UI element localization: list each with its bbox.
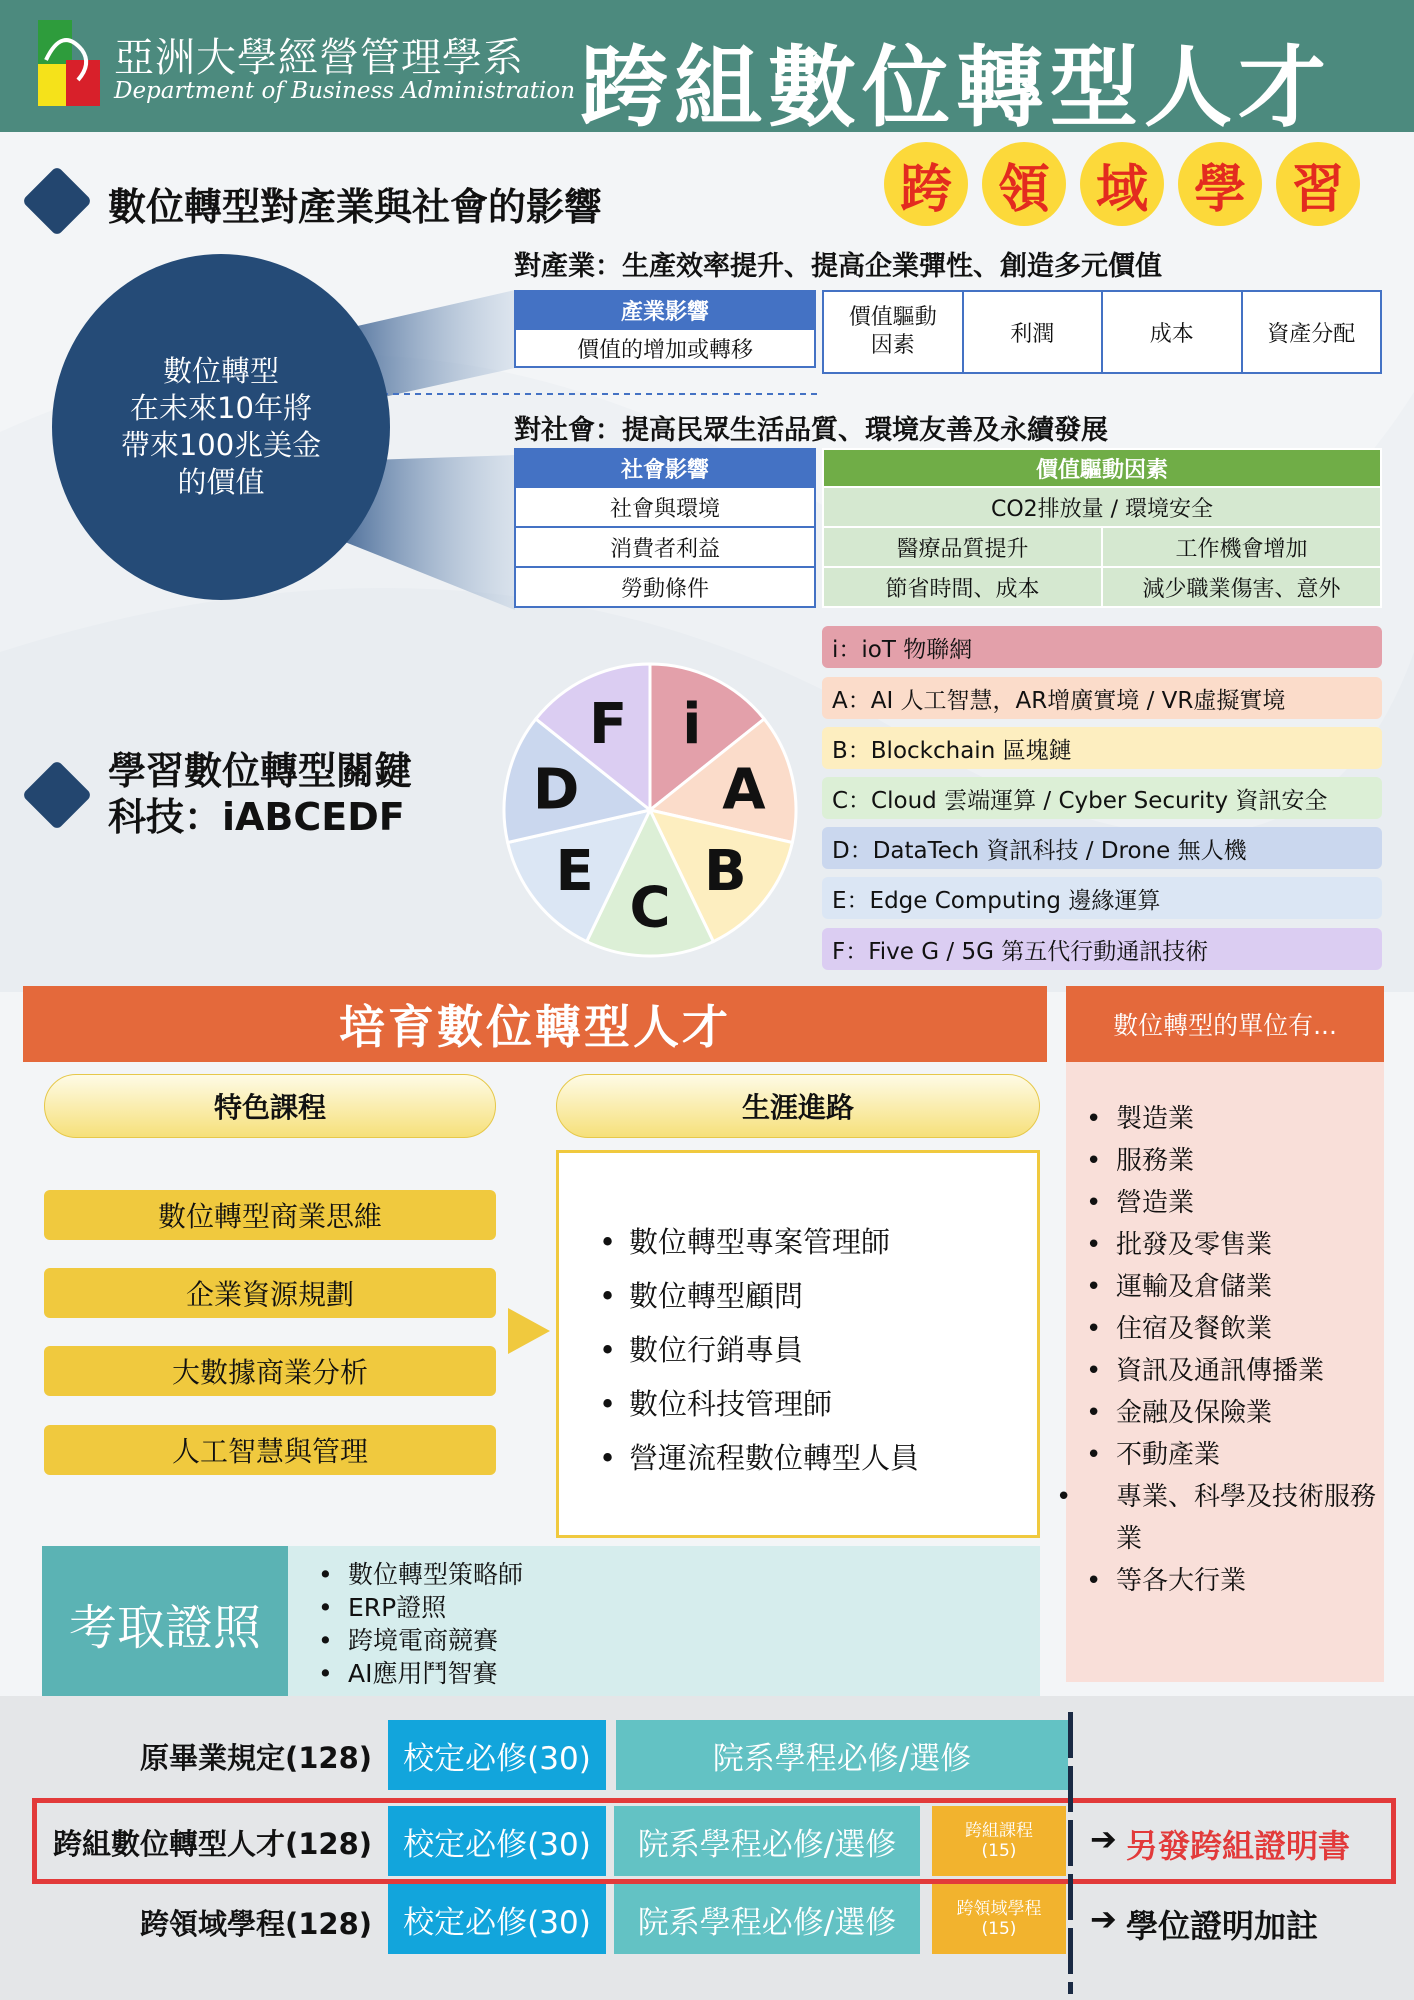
degree-annotation-note: 學位證明加註 xyxy=(1126,1907,1319,1945)
certificate-item: • ERP證照 xyxy=(318,1591,1040,1624)
career-item: • 數位轉型顧問 xyxy=(599,1269,1037,1323)
unit-item: • 不動產業 xyxy=(1086,1434,1384,1476)
department-logo-icon xyxy=(38,20,100,110)
industry-driver-cell: 資產分配 xyxy=(1242,291,1382,373)
unit-item: • 批發及零售業 xyxy=(1086,1224,1384,1266)
society-driver-cell: 醫療品質提升 xyxy=(823,527,1102,567)
pie-label-f: F xyxy=(589,692,628,758)
pie-label-e: E xyxy=(555,839,594,905)
department-name-en: Department of Business Administration xyxy=(114,78,576,104)
society-impact-head: 社會影響 xyxy=(515,449,815,487)
header-banner xyxy=(0,0,1414,139)
legend-item-d: D：DataTech 資訊科技 / Drone 無人機 xyxy=(822,827,1382,869)
required-courses-block: 校定必修(30) xyxy=(388,1884,606,1954)
society-driver-head: 價值驅動因素 xyxy=(823,449,1381,487)
badge-char: 領 xyxy=(982,142,1066,226)
arrow-right-icon: ➔ xyxy=(1090,1820,1117,1858)
course-item: 人工智慧與管理 xyxy=(44,1425,496,1475)
section-heading-tech-line: 學習數位轉型關鍵 xyxy=(108,749,413,793)
required-courses-block: 校定必修(30) xyxy=(388,1806,606,1876)
dept-courses-block: 院系學程必修/選修 xyxy=(614,1884,920,1954)
industry-driver-cell: 價值驅動 因素 xyxy=(823,291,963,373)
section-heading-tech xyxy=(108,748,412,840)
value-circle-line: 數位轉型 xyxy=(162,354,279,388)
unit-item: • 營造業 xyxy=(1086,1182,1384,1224)
society-driver-cell: 工作機會增加 xyxy=(1102,527,1381,567)
industry-subheading: 對產業：生產效率提升、提高企業彈性、創造多元價值 xyxy=(514,251,1162,282)
legend-item-e: E：Edge Computing 邊緣運算 xyxy=(822,877,1382,919)
badge-row xyxy=(884,142,1360,226)
legend-item-b: B：Blockchain 區塊鏈 xyxy=(822,727,1382,769)
rule-row-label: 跨領域學程(128) xyxy=(139,1907,372,1941)
certificate-label: 考取證照 xyxy=(42,1546,288,1700)
value-circle-line: 在未來10年將 xyxy=(130,391,312,425)
course-item: 數位轉型商業思維 xyxy=(44,1190,496,1240)
unit-item: • 製造業 xyxy=(1086,1098,1384,1140)
society-impact-item: 社會與環境 xyxy=(515,487,815,527)
value-circle xyxy=(52,254,390,600)
rule-row-label: 原畢業規定(128) xyxy=(139,1741,372,1775)
career-heading: 生涯進路 xyxy=(556,1074,1040,1138)
badge-char: 域 xyxy=(1080,142,1164,226)
courses-heading: 特色課程 xyxy=(44,1074,496,1138)
industry-driver-table xyxy=(822,290,1382,374)
department-name-zh: 亞洲大學經營管理學系 xyxy=(114,35,524,81)
industry-impact-table xyxy=(514,290,816,368)
society-impact-item: 勞動條件 xyxy=(515,567,815,607)
career-item: • 營運流程數位轉型人員 xyxy=(599,1431,1037,1485)
badge-char: 學 xyxy=(1178,142,1262,226)
society-subheading: 對社會：提高民眾生活品質、環境友善及永續發展 xyxy=(514,415,1108,446)
course-item: 企業資源規劃 xyxy=(44,1268,496,1318)
career-item: • 數位科技管理師 xyxy=(599,1377,1037,1431)
society-impact-item: 消費者利益 xyxy=(515,527,815,567)
career-box xyxy=(556,1150,1040,1538)
society-driver-cell: 減少職業傷害、意外 xyxy=(1102,567,1381,607)
cross-group-certificate-note: 另發跨組證明書 xyxy=(1126,1827,1351,1865)
credit-divider-line xyxy=(1068,1712,1073,1994)
legend-item-f: F：Five G / 5G 第五代行動通訊技術 xyxy=(822,928,1382,970)
career-item: • 數位轉型專案管理師 xyxy=(599,1215,1037,1269)
society-impact-table xyxy=(514,448,816,608)
pie-label-b: B xyxy=(703,839,747,905)
certificate-list xyxy=(288,1546,1040,1690)
legend-item-i: i：ioT 物聯網 xyxy=(822,626,1382,668)
unit-item: • 住宿及餐飲業 xyxy=(1086,1308,1384,1350)
society-driver-cell: 節省時間、成本 xyxy=(823,567,1102,607)
course-item: 大數據商業分析 xyxy=(44,1346,496,1396)
dept-courses-block: 院系學程必修/選修 xyxy=(614,1806,920,1876)
career-list xyxy=(559,1153,1037,1485)
arrow-right-icon xyxy=(506,1306,552,1356)
unit-item: • 專業、科學及技術服務業 xyxy=(1086,1476,1386,1560)
industry-driver-cell: 利潤 xyxy=(963,291,1103,373)
industry-impact-head: 產業影響 xyxy=(515,291,815,329)
page-title: 跨組數位轉型人才 xyxy=(580,36,1333,139)
value-circle-line: 的價值 xyxy=(177,465,265,499)
value-circle-line: 帶來100兆美金 xyxy=(120,428,322,462)
career-item: • 數位行銷專員 xyxy=(599,1323,1037,1377)
unit-item: • 金融及保險業 xyxy=(1086,1392,1384,1434)
units-list xyxy=(1066,1062,1384,1602)
rule-row-label: 跨組數位轉型人才(128) xyxy=(52,1827,372,1861)
badge-char: 習 xyxy=(1276,142,1360,226)
legend-item-a: A：AI 人工智慧，AR增廣實境 / VR虛擬實境 xyxy=(822,677,1382,719)
unit-item: • 資訊及通訊傳播業 xyxy=(1086,1350,1384,1392)
section-heading-impact: 數位轉型對產業與社會的影響 xyxy=(108,185,603,229)
badge-char: 跨 xyxy=(884,142,968,226)
highlight-frame xyxy=(32,1798,1396,1884)
society-driver-cell: CO2排放量 / 環境安全 xyxy=(823,487,1381,527)
unit-item: • 等各大行業 xyxy=(1086,1560,1384,1602)
required-courses-block: 校定必修(30) xyxy=(388,1720,606,1790)
dept-courses-block: 院系學程必修/選修 xyxy=(616,1720,1068,1790)
pie-label-a: A xyxy=(722,757,766,823)
pie-label-d: D xyxy=(532,757,580,823)
section-heading-tech-line: 科技：iABCEDF xyxy=(108,795,405,839)
certificate-box xyxy=(288,1546,1040,1700)
unit-item: • 服務業 xyxy=(1086,1140,1384,1182)
unit-item: • 運輸及倉儲業 xyxy=(1086,1266,1384,1308)
society-driver-table xyxy=(822,448,1382,608)
arrow-right-icon: ➔ xyxy=(1090,1900,1117,1938)
pie-label-c: C xyxy=(629,875,671,941)
units-list-box xyxy=(1066,1062,1384,1682)
talent-banner: 培育數位轉型人才 xyxy=(23,986,1047,1062)
legend-item-c: C：Cloud 雲端運算 / Cyber Security 資訊安全 xyxy=(822,777,1382,819)
units-heading: 數位轉型的單位有... xyxy=(1066,986,1384,1062)
cross-domain-courses-block: 跨領域學程 (15) xyxy=(932,1884,1066,1954)
industry-impact-value: 價值的增加或轉移 xyxy=(515,329,815,367)
pie-label-i: i xyxy=(682,692,702,758)
certificate-item: • AI應用鬥智賽 xyxy=(318,1657,1040,1690)
certificate-item: • 跨境電商競賽 xyxy=(318,1624,1040,1657)
cross-group-courses-block: 跨組課程 (15) xyxy=(932,1806,1066,1876)
certificate-item: • 數位轉型策略師 xyxy=(318,1558,1040,1591)
industry-driver-cell: 成本 xyxy=(1102,291,1242,373)
tech-pie-chart xyxy=(500,660,800,960)
